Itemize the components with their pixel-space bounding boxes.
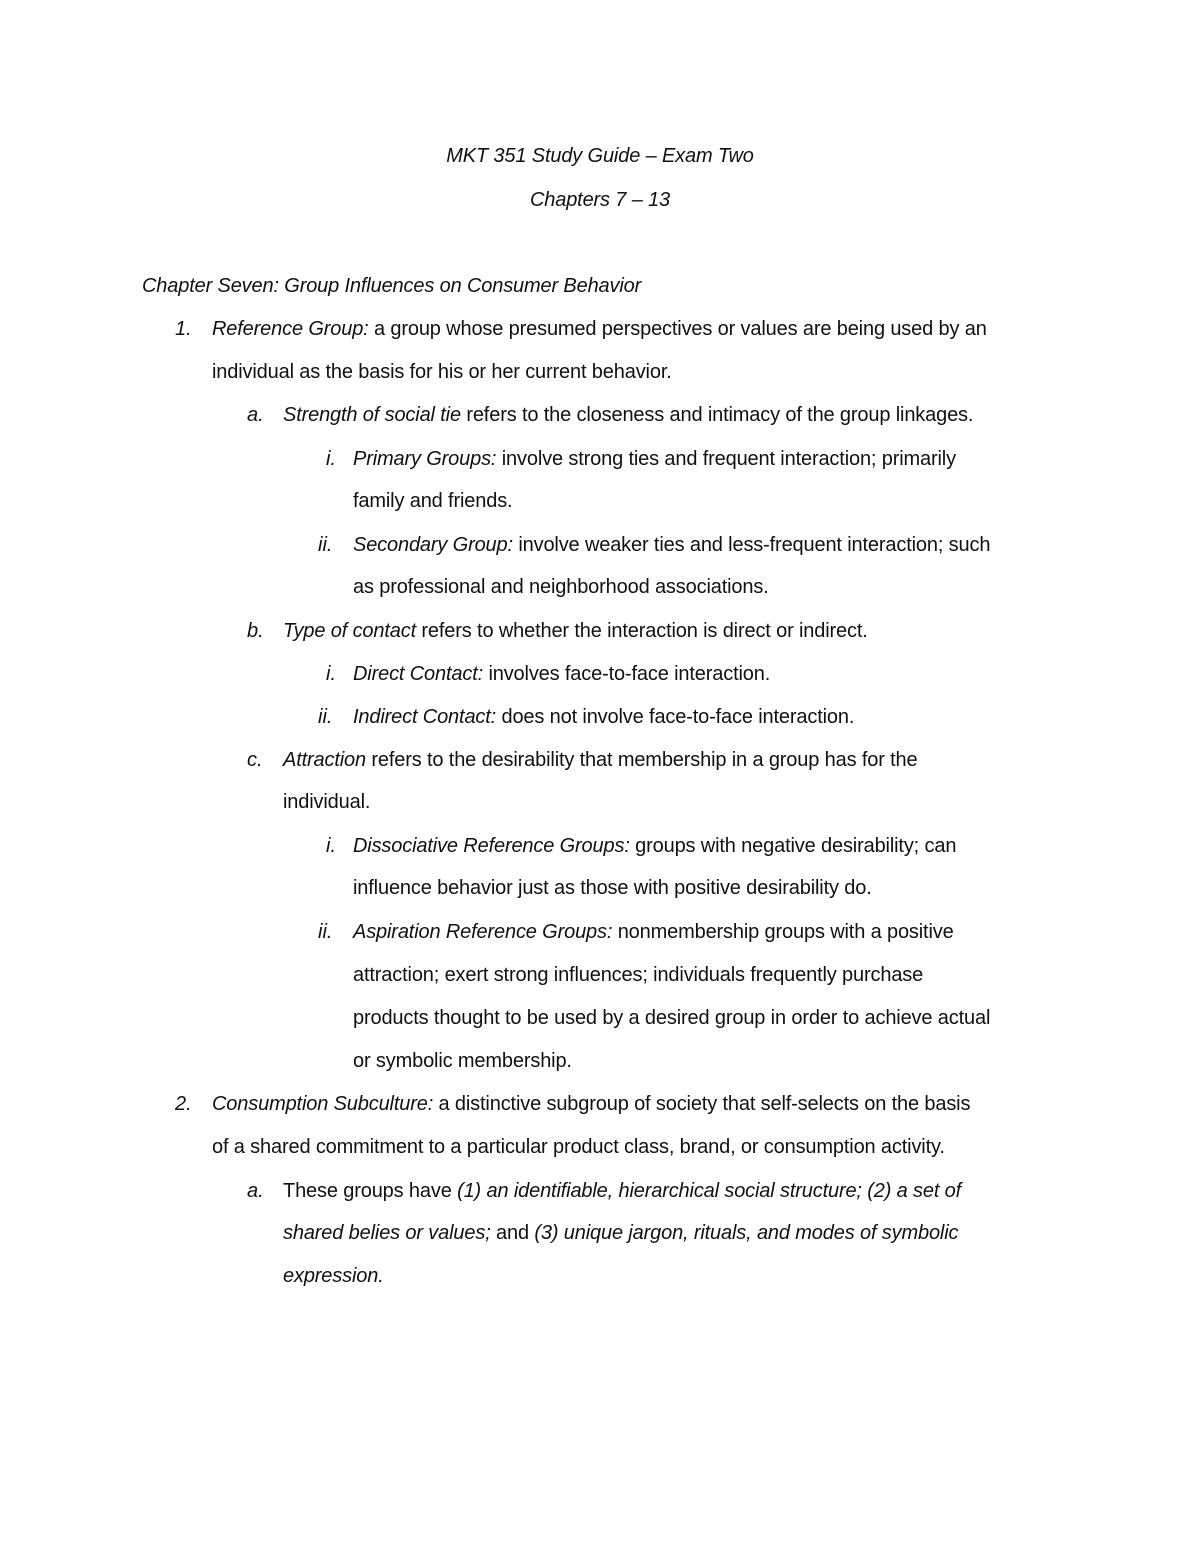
document-subtitle: Chapters 7 – 13: [529, 189, 671, 211]
point-marker: ii.: [318, 921, 333, 943]
point-text: as professional and neighborhood associations.: [353, 576, 769, 598]
definition: a group whose presumed perspectives or values are being used by an: [368, 318, 987, 340]
sub-marker: b.: [247, 620, 264, 642]
point-marker: i.: [326, 663, 336, 685]
point-text: [353, 661, 770, 687]
sub-marker: a.: [247, 404, 264, 426]
definition: does not involve face-to-face interaction.: [496, 706, 855, 728]
point-text: influence behavior just as those with positive desirability do.: [353, 877, 872, 899]
italic-text: (3) unique jargon, rituals, and modes of symbolic: [534, 1222, 959, 1244]
definition: refers to whether the interaction is direct or indirect.: [416, 620, 868, 642]
point-marker: i.: [326, 448, 336, 470]
term: Aspiration Reference Groups:: [353, 921, 613, 943]
sub-marker: c.: [247, 749, 263, 771]
italic-text: (1) an identifiable, hierarchical social structure; (2) a set of: [457, 1180, 962, 1202]
sub-marker: a.: [247, 1180, 264, 1202]
point-text: [353, 919, 954, 945]
term: Reference Group:: [212, 318, 369, 340]
term: Attraction: [283, 749, 366, 771]
sub-item-text: expression.: [283, 1265, 384, 1287]
point-text: [353, 704, 854, 730]
term: Strength of social tie: [283, 404, 461, 426]
definition: involve strong ties and frequent interaction; primarily: [496, 448, 956, 470]
sub-item-text: [283, 402, 973, 428]
italic-text: shared belies or values;: [283, 1222, 491, 1244]
chapter-heading: Chapter Seven: Group Influences on Consumer Behavior: [142, 275, 642, 297]
sub-item-text: [283, 1220, 958, 1246]
term: Consumption Subculture:: [212, 1093, 434, 1115]
list-item-text: [212, 1091, 970, 1117]
sub-item-text: individual.: [283, 791, 371, 813]
definition: refers to the closeness and intimacy of the group linkages.: [460, 404, 974, 426]
definition: involve weaker ties and less-frequent interaction; such: [512, 534, 991, 556]
point-marker: ii.: [318, 706, 333, 728]
point-marker: ii.: [318, 534, 333, 556]
sub-item-text: [283, 747, 917, 773]
definition: a distinctive subgroup of society that self-selects on the basis: [433, 1093, 971, 1115]
point-text: family and friends.: [353, 490, 513, 512]
sub-item-text: [283, 1178, 961, 1204]
term: Dissociative Reference Groups:: [353, 835, 630, 857]
term: Type of contact: [283, 620, 417, 642]
definition: nonmembership groups with a positive: [612, 921, 954, 943]
definition: refers to the desirability that membership in a group has for the: [365, 749, 918, 771]
term: Direct Contact:: [353, 663, 484, 685]
list-item-text: individual as the basis for his or her current behavior.: [212, 361, 672, 383]
term: Primary Groups:: [353, 448, 497, 470]
mid-text: and: [490, 1222, 535, 1244]
document-title: MKT 351 Study Guide – Exam Two: [446, 145, 754, 167]
definition: involves face-to-face interaction.: [483, 663, 771, 685]
point-text: attraction; exert strong influences; individuals frequently purchase: [353, 964, 924, 986]
list-marker: 2.: [175, 1093, 192, 1115]
point-text: products thought to be used by a desired group in order to achieve actual: [353, 1007, 991, 1029]
sub-item-text: [283, 618, 868, 644]
lead-text: These groups have: [283, 1180, 458, 1202]
term: Indirect Contact:: [353, 706, 497, 728]
point-text: [353, 446, 956, 472]
point-text: or symbolic membership.: [353, 1050, 572, 1072]
list-item-text: [212, 316, 987, 342]
definition: groups with negative desirability; can: [629, 835, 957, 857]
list-item-text: of a shared commitment to a particular product class, brand, or consumption activity.: [212, 1136, 945, 1158]
term: Secondary Group:: [353, 534, 513, 556]
point-text: [353, 532, 990, 558]
list-marker: 1.: [175, 318, 192, 340]
point-marker: i.: [326, 835, 336, 857]
point-text: [353, 833, 956, 859]
